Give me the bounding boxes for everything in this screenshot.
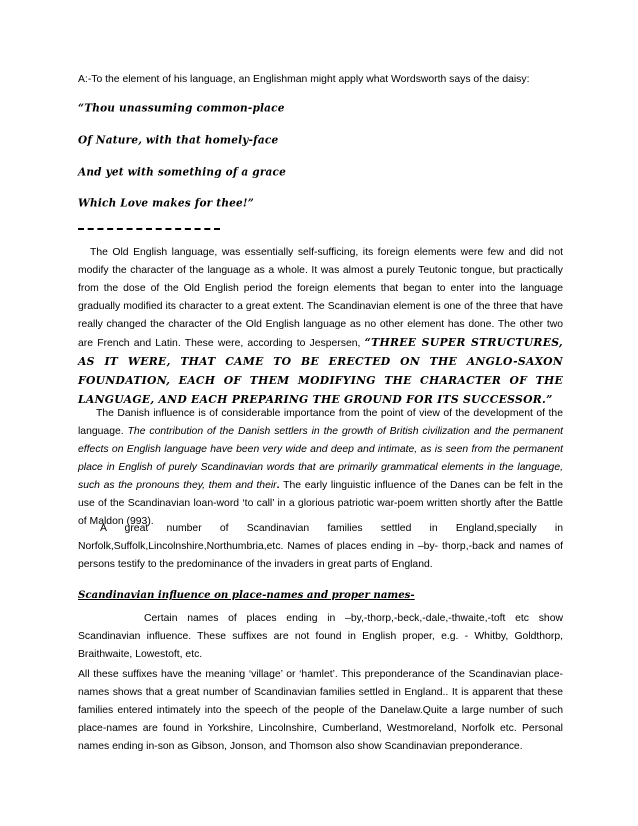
- poem-line-3: And yet with something of a grace: [78, 166, 287, 179]
- paragraph-old-english-text: The Old English language, was essentially self-sufficing, its foreign elements were few and did not modify the character of the language as a whole. It was almost a purely Teutonic tongue, but practically from the dose of the Old English period the foreign elements that began to enter into the language gradually modified its character to a great extent. The Scandinavian element is one of the three that have really changed the character of the Old English language as no other element has done. The other two are French and Latin. These were, according to Jespersen,: [78, 247, 563, 349]
- paragraph-suffix-meaning: All these suffixes have the meaning ‘village’ or ‘hamlet’. This preponderance of the Scandinavian place-names shows that a great number of Scandinavian families settled in England.. It is apparent that these families entered intimately into the speech of the people of the Danelaw.Quite a large number of such place-names are found in Yorkshire, Lincolnshire, Cumberland, Westmoreland, Norfolk etc. Personal names ending in-son as Gibson, Jonson, and Thomson also show Scandinavian preponderance.: [78, 669, 563, 752]
- place-names-text: Certain names of places ending in –by,-thorp,-beck,-dale,-thwaite,-toft etc show Scandinavian influence. These suffixes are not found in English proper, e.g. - Whitby, Goldthorp, Braithwaite, Lowestoft, etc.: [78, 613, 563, 660]
- poem-line-4: Which Love makes for thee!”: [78, 197, 254, 210]
- danish-mid: .: [276, 480, 284, 491]
- poem-line-1: “Thou unassuming common-place: [78, 102, 285, 115]
- danish-lead: The Danish influence is of considerable importance from the point of view of the development of the language.: [78, 408, 563, 437]
- section-heading-suffix: -: [410, 589, 415, 601]
- paragraph-danish-influence: [78, 405, 563, 531]
- families-text: A great number of Scandinavian families settled in England,specially in Norfolk,Suffolk,Lincolnshire,Northumbria,etc. Names of places ending in –by- thorp,-back and names of persons testify to the predominance of the invaders in great parts of England.: [78, 523, 563, 570]
- poem-line-2: Of Nature, with that homely-face: [78, 134, 279, 147]
- danish-italic: The contribution of the Danish settlers in the growth of British civilization and the permanent effects on English language have been very wide and deep and intimate, as is seen from the permanent place in English of purely Scandinavian words that are primarily grammatical elements in the language, such as the pronouns they, them and their: [78, 426, 563, 491]
- jespersen-quote: “THREE SUPER STRUCTURES, AS IT WERE, THAT CAME TO BE ERECTED ON THE ANGLO-SAXON FOUNDATION, EACH OF THEM MODIFYING THE CHARACTER OF THE LANGUAGE, AND EACH PREPARING THE GROUND FOR ITS SUCCESSOR.”: [78, 336, 563, 406]
- section-heading: [78, 586, 563, 604]
- intro-line: A:-To the element of his language, an Englishman might apply what Wordsworth says of the daisy:: [78, 74, 530, 85]
- dashed-divider: [78, 228, 220, 230]
- paragraph-families-settled: [78, 520, 563, 574]
- danish-tail: The early linguistic influence of the Danes can be felt in the use of the Scandinavian loan-word ‘to call’ in a glorious patriotic war-poem written shortly after the Battle of Maldon (993).: [78, 480, 563, 527]
- section-heading-text: Scandinavian influence on place-names and proper names: [78, 589, 411, 601]
- paragraph-old-english: [78, 244, 563, 410]
- paragraph-place-names: [78, 610, 563, 664]
